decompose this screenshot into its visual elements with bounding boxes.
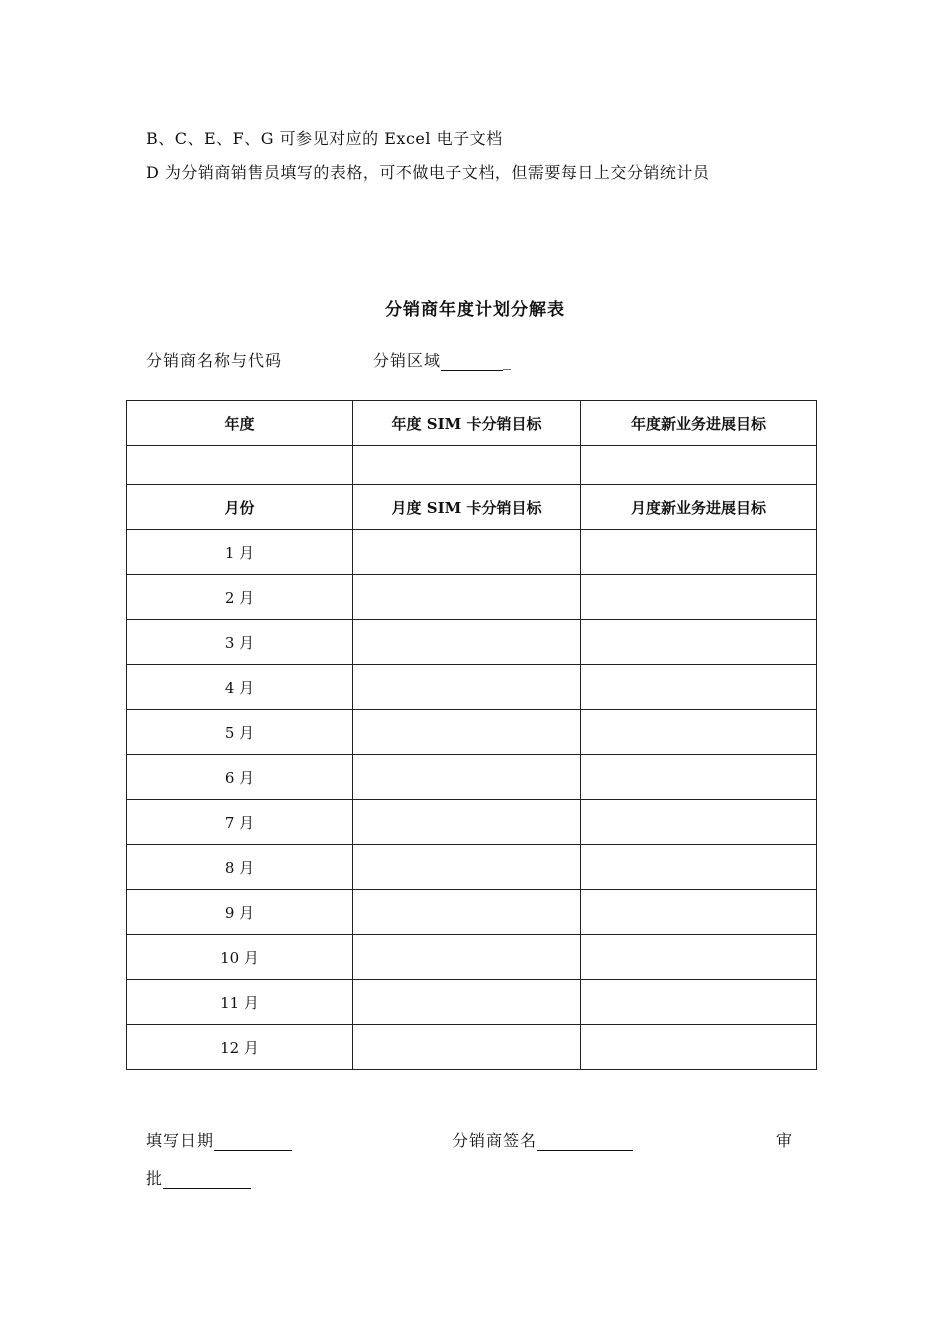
approve-blank[interactable] [163,1172,251,1189]
month-row [127,935,817,980]
month-sim-target-input[interactable] [353,935,581,980]
month-new-business-input[interactable] [581,755,817,800]
month-sim-target-input[interactable] [353,800,581,845]
month-row [127,845,817,890]
month-label: 12 月 [127,1025,353,1070]
month-label: 11 月 [127,980,353,1025]
month-row [127,620,817,665]
month-sim-target-input[interactable] [353,1025,581,1070]
distributor-name-label: 分销商名称与代码 [146,351,283,370]
month-label: 3 月 [127,620,353,665]
month-row [127,890,817,935]
month-new-business-input[interactable] [581,710,817,755]
region-label: 分销区域 [373,351,442,370]
month-row [127,665,817,710]
signature-blank[interactable] [537,1134,633,1151]
month-header-cell: 月份 [127,485,353,530]
month-new-business-input[interactable] [581,1025,817,1070]
form-title: 分销商年度计划分解表 [385,300,565,320]
month-row [127,980,817,1025]
region-field[interactable] [373,348,512,371]
approve-label-1: 审 [776,1131,794,1150]
month-label: 1 月 [127,530,353,575]
month-sim-target-header: 月度 SIM 卡分销目标 [353,485,581,530]
month-label: 2 月 [127,575,353,620]
month-row [127,800,817,845]
month-label: 4 月 [127,665,353,710]
note-line-2: D 为分销商销售员填写的表格，可不做电子文档，但需要每日上交分销统计员 [146,163,710,182]
year-input-cell[interactable] [127,446,353,485]
plan-table [126,400,817,1070]
year-header-cell: 年度 [127,401,353,446]
month-sim-target-input[interactable] [353,665,581,710]
month-sim-target-input[interactable] [353,890,581,935]
year-sim-target-header: 年度 SIM 卡分销目标 [353,401,581,446]
fill-date-blank[interactable] [214,1134,292,1151]
month-row [127,575,817,620]
month-header-row [127,485,817,530]
fill-date-label: 填写日期 [146,1131,215,1150]
month-sim-target-input[interactable] [353,575,581,620]
month-row [127,1025,817,1070]
month-new-business-input[interactable] [581,665,817,710]
month-sim-target-input[interactable] [353,530,581,575]
year-new-business-input[interactable] [581,446,817,485]
region-blank[interactable] [441,354,503,371]
year-input-row [127,446,817,485]
month-new-business-input[interactable] [581,620,817,665]
month-row [127,530,817,575]
month-label: 6 月 [127,755,353,800]
month-label: 10 月 [127,935,353,980]
month-row [127,755,817,800]
month-new-business-input[interactable] [581,530,817,575]
approve-field[interactable] [146,1166,251,1189]
month-sim-target-input[interactable] [353,845,581,890]
month-new-business-header: 月度新业务进展目标 [581,485,817,530]
month-new-business-input[interactable] [581,890,817,935]
month-new-business-input[interactable] [581,845,817,890]
year-header-row [127,401,817,446]
fill-date-field[interactable] [146,1128,292,1151]
note-line-1: B、C、E、F、G 可参见对应的 Excel 电子文档 [146,129,503,148]
month-new-business-input[interactable] [581,800,817,845]
month-sim-target-input[interactable] [353,980,581,1025]
month-label: 8 月 [127,845,353,890]
month-sim-target-input[interactable] [353,620,581,665]
month-label: 7 月 [127,800,353,845]
month-new-business-input[interactable] [581,575,817,620]
month-row [127,710,817,755]
year-new-business-header: 年度新业务进展目标 [581,401,817,446]
approve-label-2: 批 [146,1169,164,1188]
month-sim-target-input[interactable] [353,755,581,800]
signature-label: 分销商签名 [452,1131,538,1150]
region-suffix: _ [503,351,513,370]
month-new-business-input[interactable] [581,935,817,980]
month-sim-target-input[interactable] [353,710,581,755]
signature-field[interactable] [452,1128,633,1151]
month-new-business-input[interactable] [581,980,817,1025]
year-sim-target-input[interactable] [353,446,581,485]
month-label: 9 月 [127,890,353,935]
month-label: 5 月 [127,710,353,755]
